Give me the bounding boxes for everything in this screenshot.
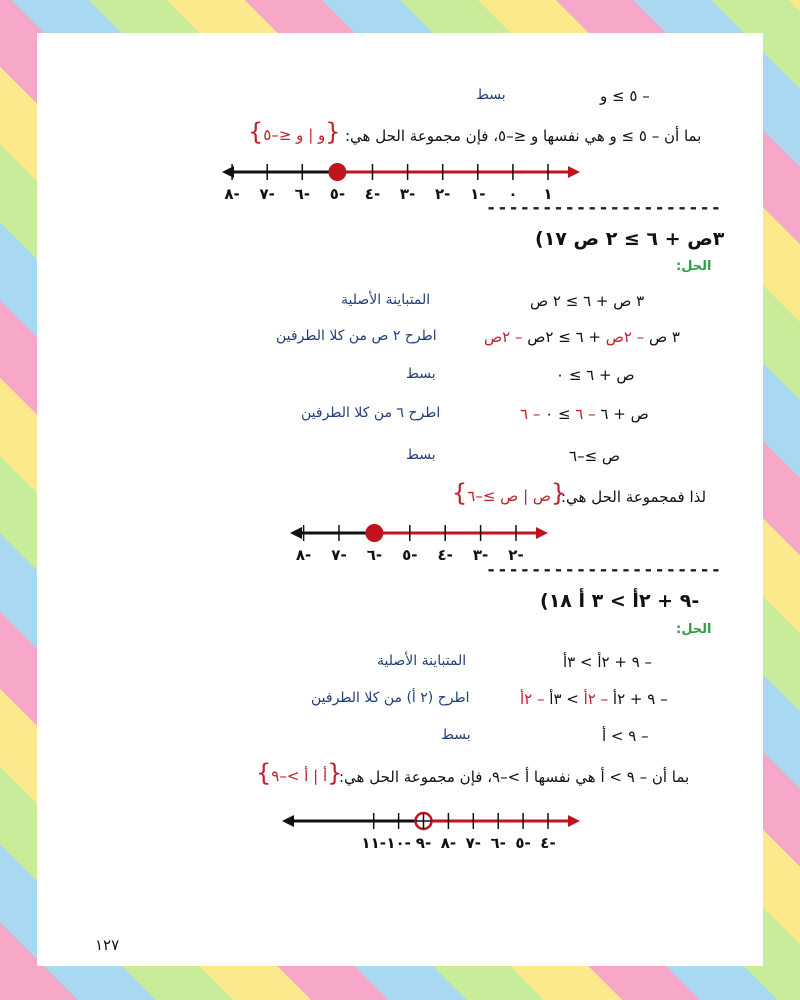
p17-step5-note: بسط [406,447,436,463]
top-solution-set: {و | و ≤–٥} [248,118,341,146]
number-line-1-tick-label: ٣- [399,185,416,203]
top-step-note: بسط [476,87,506,103]
number-line-3-tick-label: ٥- [515,834,531,852]
number-line-2-tick-label: ٣- [472,546,489,564]
p18-step3-expr: – ٩ > أ [602,727,649,745]
number-line-2-tick-label: ٦- [366,546,383,564]
divider-1: --------------------- [486,198,722,218]
problem-17-solution-label: الحل: [676,259,712,274]
problem-18-statement: -٩ + ٢أ > ٣ أ [578,590,700,612]
problem-17-statement: ٣ص + ٦ ≥ ٢ ص [573,228,725,250]
number-line-2-tick-label: ٧- [331,546,347,564]
p17-step1-note: المتباينة الأصلية [341,292,431,308]
number-line-1-tick-label: ٨- [224,185,240,203]
problem-18-heading [540,590,699,612]
p18-solution-text: بما أن – ٩ > أ هي نفسها أ >–٩، فإن مجموعة الحل هي: [339,768,690,786]
number-line-2-tick-label: ٢- [508,546,524,564]
p17-step4-note: اطرح ٦ من كلا الطرفين [301,405,441,421]
number-line-1-tick-label: ٠ [508,185,518,203]
p18-step2-expr: – ٩ + ٢أ – ٢أ > ٣أ – ٢أ [520,690,668,708]
p17-step2-note: اطرح ٢ ص من كلا الطرفين [276,328,437,344]
number-line-1-tick-label: ٥- [329,185,346,203]
problem-17-number: ١٧) [535,228,567,250]
number-line-3-tick-label: ٧- [465,834,481,852]
number-line-3-tick-label: ١٠- [386,834,411,852]
number-line-3-tick-label: ٤- [540,834,556,852]
p18-solution-set: {أ | أ >–٩} [256,759,343,787]
p18-step2-note: اطرح (٢ أ) من كلا الطرفين [311,690,470,706]
number-line-3-tick-label: ١١- [361,834,386,852]
number-line-1-tick-label: ١ [543,185,553,203]
number-line-1-tick-label: ٤- [364,185,381,203]
p17-step2-expr: ٣ ص – ٢ص + ٦ ≥ ٢ص – ٢ص [484,328,680,346]
number-line-3-tick-label: ٩- [415,834,432,852]
number-line-2-tick-label: ٥- [402,546,418,564]
number-line-1-tick-label: ٧- [259,185,275,203]
top-step-expression: – ٥ ≥ و [600,87,650,105]
top-solution-text: بما أن – ٥ ≥ و هي نفسها و ≤–٥، فإن مجموعة الحل هي: [345,127,702,145]
p18-step3-note: بسط [441,727,471,743]
number-line-1-tick-label: ١- [470,185,486,203]
p18-step1-expr: – ٩ + ٢أ > ٣أ [563,653,653,671]
p17-step5-expr: ص ≥–٦ [569,447,621,465]
p17-step3-expr: ص + ٦ ≥ ٠ [556,366,635,384]
number-line-1-tick-label: ٦- [294,185,310,203]
number-line-3-tick-label: ٦- [490,834,506,852]
p17-step3-note: بسط [406,366,436,382]
p17-solution-set: {ص | ص ≥–٦} [452,479,567,507]
problem-18-solution-label: الحل: [676,622,712,637]
number-line-3-tick-label: ٨- [440,834,457,852]
p17-solution-text: لذا فمجموعة الحل هي: [561,488,707,506]
number-line-1-tick-label: ٢- [435,185,451,203]
page-number: ١٢٧ [95,936,120,954]
p17-step4-expr: ص + ٦ – ٦ ≥ ٠ – ٦ [520,405,649,423]
problem-18-number: ١٨) [540,590,572,612]
p17-step1-expr: ٣ ص + ٦ ≥ ٢ ص [530,292,645,310]
number-line-2-tick-label: ٤- [437,546,453,564]
number-line-2-tick-label: ٨- [295,546,312,564]
divider-2: --------------------- [486,560,722,580]
p18-step1-note: المتباينة الأصلية [377,653,467,669]
problem-17-heading [535,228,724,250]
